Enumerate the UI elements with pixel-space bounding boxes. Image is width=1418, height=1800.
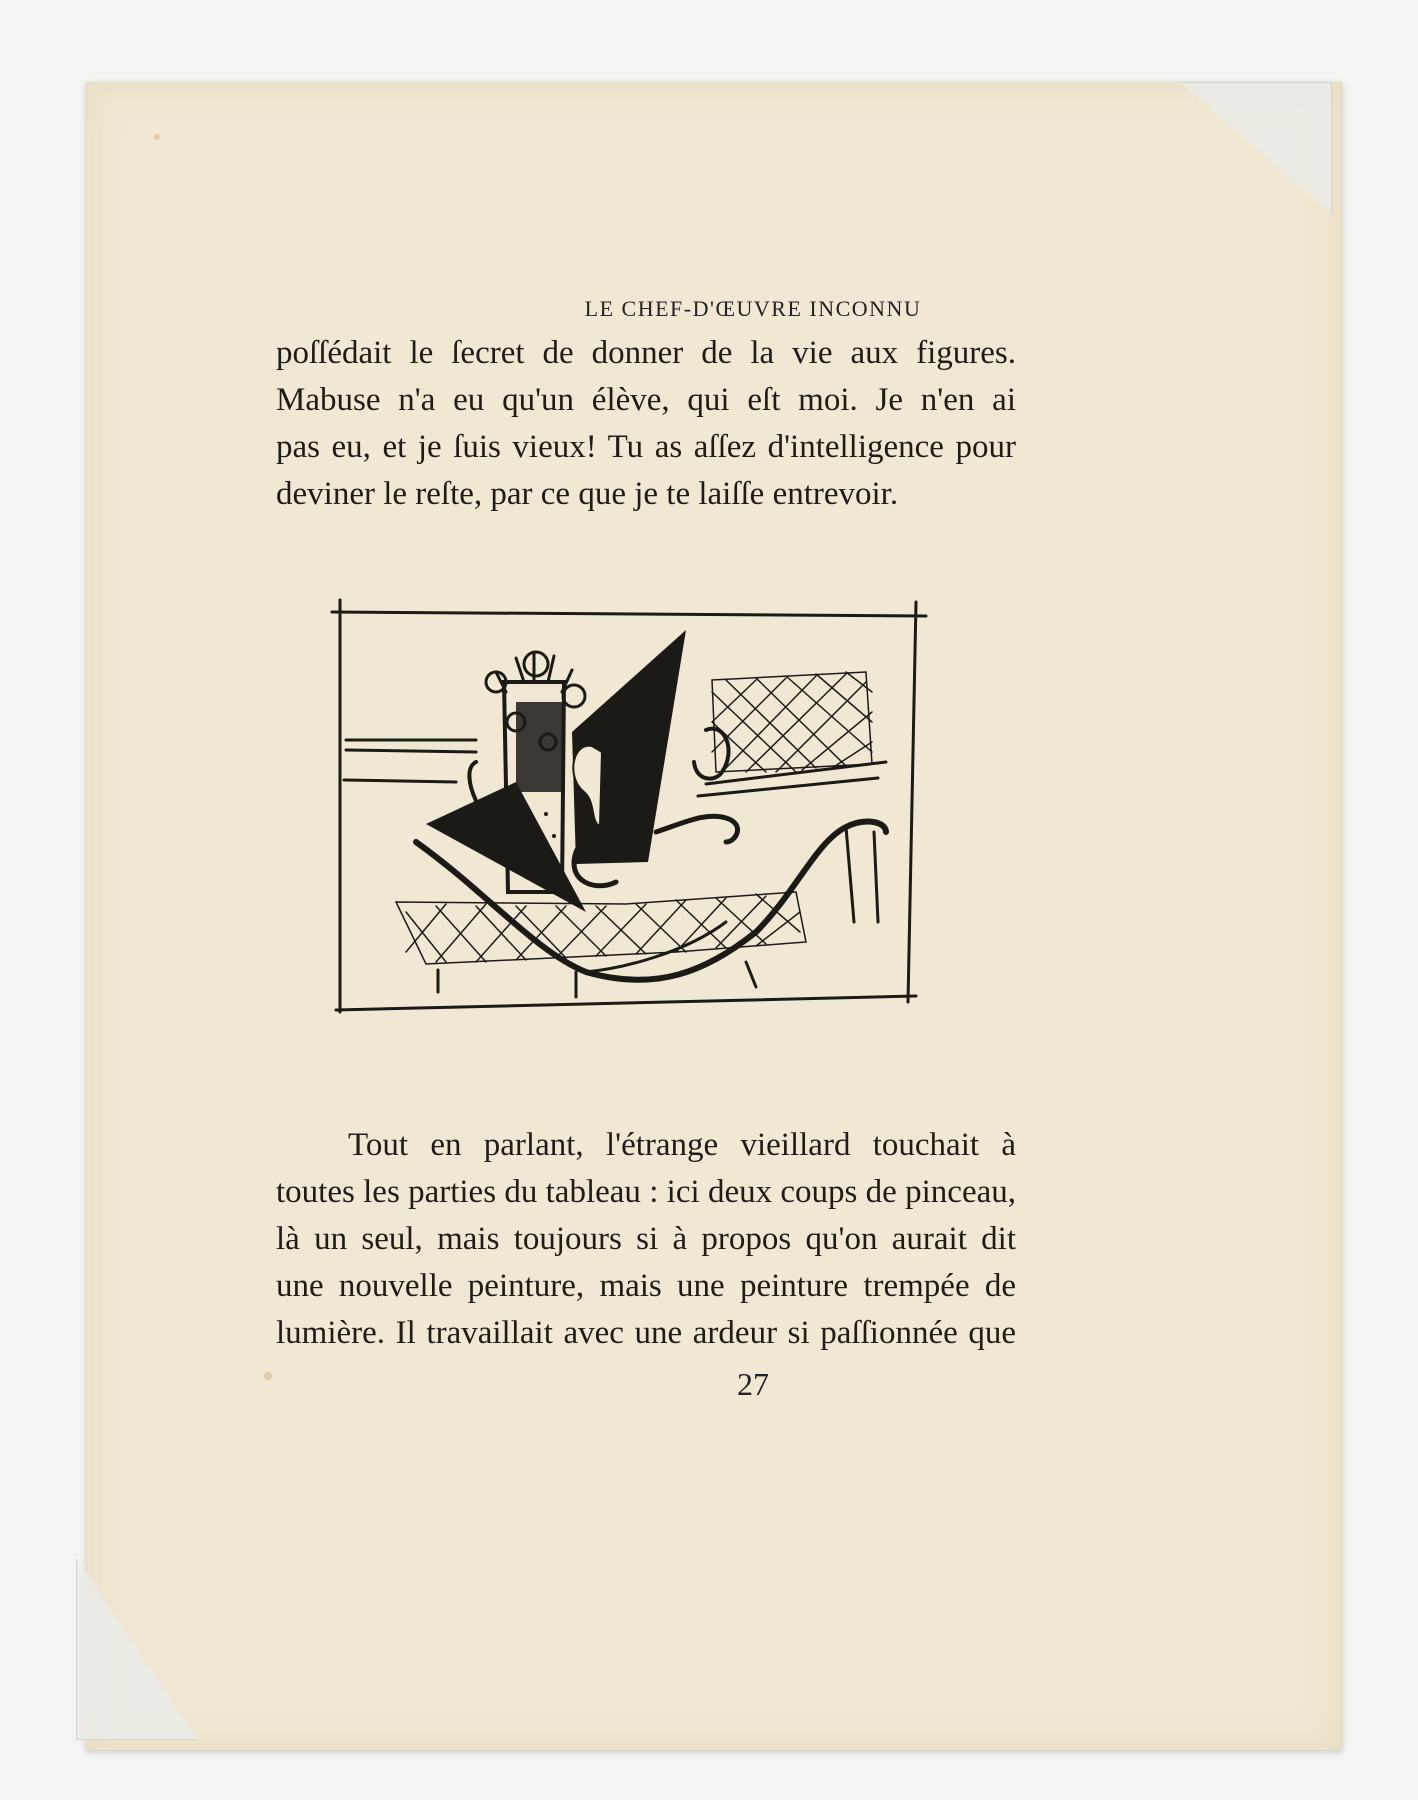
text-line: toutes les parties du tableau : ici deux coups de pinceau, — [276, 1174, 1016, 1210]
illustration-fills — [426, 630, 686, 912]
page-number: 27 — [737, 1366, 769, 1402]
paper-stain — [154, 134, 160, 140]
text-line: Tout en parlant, l'étrange vieillard touchait à — [348, 1127, 1016, 1163]
book-page — [86, 82, 1342, 1750]
running-head: LE CHEF-D'ŒUVRE INCONNU — [584, 296, 922, 321]
cubist-illustration — [326, 592, 938, 1047]
text-line: une nouvelle peinture, mais une peinture trempée de — [276, 1268, 1016, 1304]
paragraph-top — [276, 330, 1016, 518]
crosshatch-right — [712, 672, 872, 772]
photo-corner-bottom-left — [76, 1558, 198, 1740]
paragraph-bottom — [276, 1122, 1016, 1357]
text-line: là un seul, mais toujours si à propos qu'on aurait dit — [276, 1221, 1016, 1257]
text-line: lumière. Il travaillait avec une ardeur si paſſionnée que — [276, 1315, 1016, 1351]
text-line: poſſédait le ſecret de donner de la vie aux figures. — [276, 335, 1016, 371]
text-line: Mabuse n'a eu qu'un élève, qui eſt moi. Je n'en ai — [276, 382, 1016, 418]
text-line: deviner le reſte, par ce que je te laiſſe entrevoir. — [276, 476, 899, 512]
crosshatch-bottom — [396, 892, 806, 964]
photo-corner-top-right — [1180, 82, 1332, 214]
text-line: pas eu, et je ſuis vieux! Tu as aſſez d'intelligence pour — [276, 429, 1016, 465]
